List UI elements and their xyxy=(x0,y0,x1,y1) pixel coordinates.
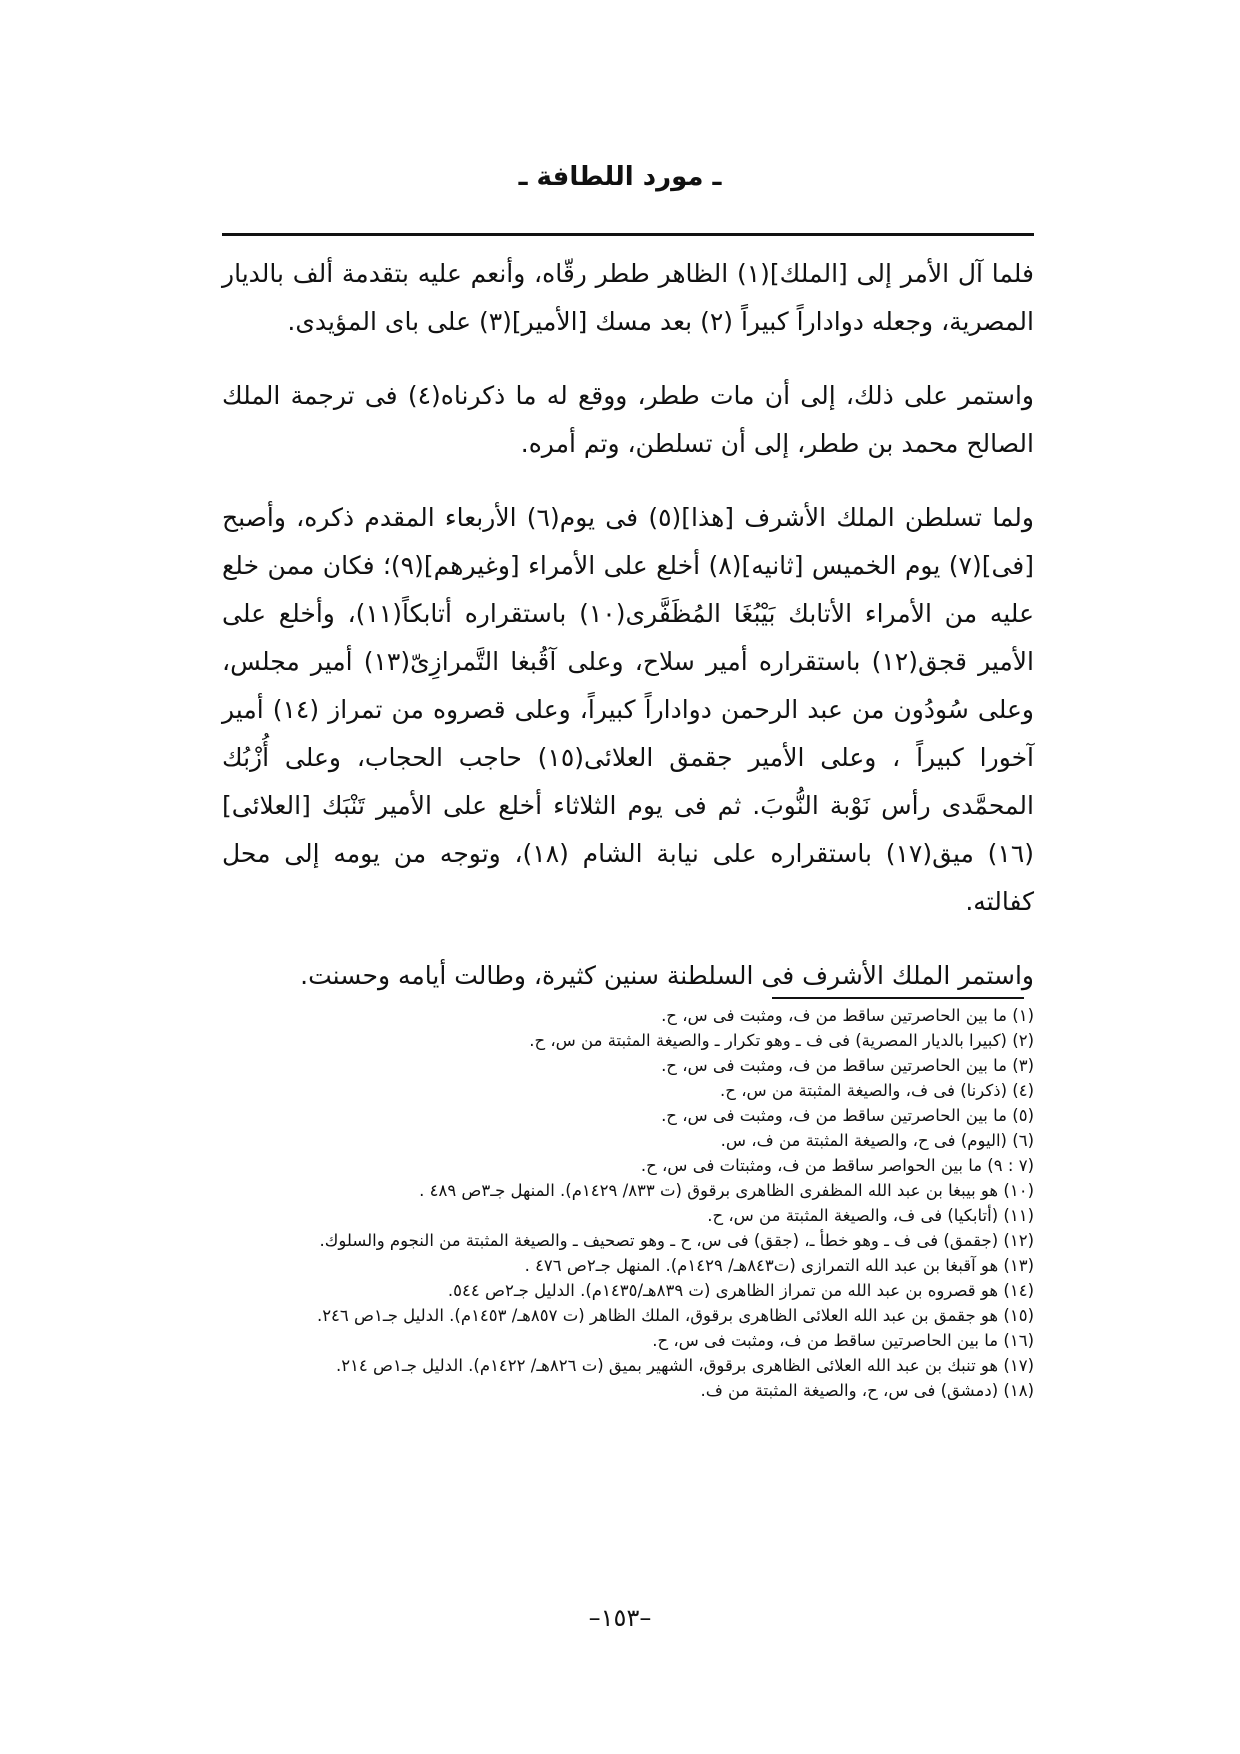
footnotes-list xyxy=(212,1003,1034,1403)
footnote: (١٤) هو قصروه بن عبد الله من تمراز الظاهرى (ت ٨٣٩هـ/١٤٣٥م). الدليل جـ٢ص ٥٤٤. xyxy=(447,1281,1034,1300)
paragraph: ولما تسلطن الملك الأشرف [هذا](٥) فى يوم(٦) الأربعاء المقدم ذكره، وأصبح [فى](٧) يوم الخميس [ثانيه](٨) أخلع على الأمراء [وغيرهم](٩)؛ فكان ممن خلع عليه من الأمراء الأتابك بَيْبُغَا المُظَفَّرى(١٠) باستقراره أتابكاً(١١)، وأخلع على الأمير قجق(١٢) باستقراره أمير سلاح، وعلى آقُبغا التَّمرازِىّ(١٣) أمير مجلس، وعلى سُودُون من عبد الرحمن دواداراً كبيراً، وعلى قصروه من تمراز (١٤) أمير آخورا كبيراً ، وعلى الأمير جقمق العلائى(١٥) حاجب الحجاب، وعلى أُزْبُك المحمَّدى رأس نَوْبة النُّوبَ. ثم فى يوم الثلاثاء أخلع على الأمير تَنْبَك [العلائى](١٦) ميق(١٧) باستقراره على نيابة الشام (١٨)، وتوجه من يومه إلى محل كفالته. xyxy=(222,503,1035,916)
header-divider xyxy=(222,233,1034,236)
footnote: (١٠) هو بيبغا بن عبد الله المظفرى الظاهرى برقوق (ت ٨٣٣/ ١٤٢٩م). المنهل جـ٣ص ٤٨٩ . xyxy=(419,1181,1034,1200)
page-header-title: ـ مورد اللطافة ـ xyxy=(518,162,722,192)
footnote: (٣) ما بين الحاصرتين ساقط من ف، ومثبت فى س، ح. xyxy=(661,1056,1034,1075)
paragraph: واستمر الملك الأشرف فى السلطنة سنين كثيرة، وطالت أيامه وحسنت. xyxy=(300,961,1034,990)
footnote: (١٢) (جقمق) فى ف ـ وهو خطأ ـ، (جقق) فى س، ح ـ وهو تصحيف ـ والصيغة المثبتة من النجوم والسلوك. xyxy=(319,1231,1034,1250)
footnote: (١٦) ما بين الحاصرتين ساقط من ف، ومثبت فى س، ح. xyxy=(652,1331,1034,1350)
footnote: (١٨) (دمشق) فى س، ح، والصيغة المثبتة من ف. xyxy=(700,1381,1034,1400)
footnote: (٦) (اليوم) فى ح، والصيغة المثبتة من ف، س. xyxy=(720,1131,1034,1150)
main-text xyxy=(222,250,1034,1000)
footnote-divider xyxy=(772,997,1024,999)
page-number: –١٥٣– xyxy=(588,1604,652,1632)
paragraph: واستمر على ذلك، إلى أن مات ططر، ووقع له ما ذكرناه(٤) فى ترجمة الملك الصالح محمد بن ططر، إلى أن تسلطن، وتم أمره. xyxy=(222,381,1034,458)
footnote: (١٣) هو آقبغا بن عبد الله التمرازى (ت٨٤٣هـ/ ١٤٢٩م). المنهل جـ٢ص ٤٧٦ . xyxy=(524,1256,1034,1275)
footnote: (٧ : ٩) ما بين الحواصر ساقط من ف، ومثبتات فى س، ح. xyxy=(640,1156,1034,1175)
footnote: (٥) ما بين الحاصرتين ساقط من ف، ومثبت فى س، ح. xyxy=(661,1106,1034,1125)
footnote: (٢) (كبيرا بالديار المصرية) فى ف ـ وهو تكرار ـ والصيغة المثبتة من س، ح. xyxy=(529,1031,1034,1050)
footnote: (٤) (ذكرنا) فى ف، والصيغة المثبتة من س، ح. xyxy=(720,1081,1034,1100)
footnote: (١٥) هو جقمق بن عبد الله العلائى الظاهرى برقوق، الملك الظاهر (ت ٨٥٧هـ/ ١٤٥٣م). الدليل جـ١ص ٢٤٦. xyxy=(316,1306,1034,1325)
paragraph: فلما آل الأمر إلى [الملك](١) الظاهر ططر رقّاه، وأنعم عليه بتقدمة ألف بالديار المصرية، وجعله دواداراً كبيراً (٢) بعد مسك [الأمير](٣) على باى المؤيدى. xyxy=(222,259,1034,336)
footnote: (١١) (أتابكيا) فى ف، والصيغة المثبتة من س، ح. xyxy=(707,1206,1034,1225)
footnote: (١٧) هو تنبك بن عبد الله العلائى الظاهرى برقوق، الشهير بميق (ت ٨٢٦هـ/ ١٤٢٢م). الدليل جـ١ص ٢١٤. xyxy=(335,1356,1034,1375)
footnote: (١) ما بين الحاصرتين ساقط من ف، ومثبت فى س، ح. xyxy=(661,1006,1034,1025)
